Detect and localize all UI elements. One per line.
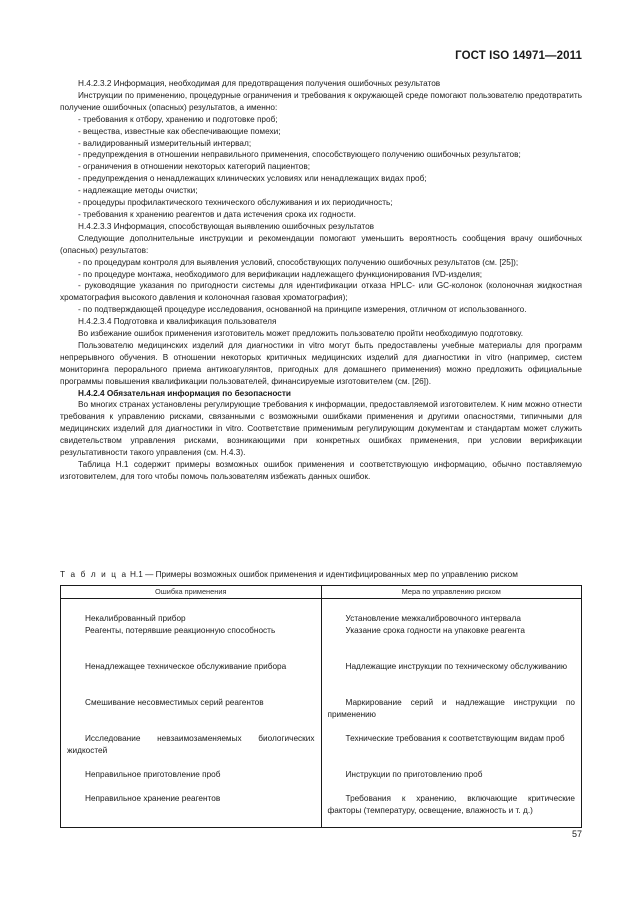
column-header-risk-control: Мера по управлению риском bbox=[321, 586, 582, 599]
table-cell: Неправильное приготовление проб bbox=[61, 769, 322, 793]
table-cell: Ненадлежащее техническое обслуживание прибора bbox=[61, 661, 322, 697]
paragraph: Следующие дополнительные инструкции и рекомендации помогают уменьшить вероятность сообщения врачу ошибочных (опасных) результатов: bbox=[60, 233, 582, 255]
table-row bbox=[61, 625, 582, 661]
list-item: - надлежащие методы очистки; bbox=[78, 186, 198, 196]
table-header-row bbox=[61, 586, 582, 599]
table-cell: Указание срока годности на упаковке реагента bbox=[321, 625, 582, 661]
list-item: - процедуры профилактического технического обслуживания и их периодичность; bbox=[78, 198, 393, 208]
list-item: - требования к хранению реагентов и дата истечения срока их годности. bbox=[78, 209, 356, 219]
section-heading-bold: Н.4.2.4 Обязательная информация по безопасности bbox=[78, 388, 291, 398]
list-item: - ограничения в отношении некоторых категорий пациентов; bbox=[78, 162, 310, 172]
list-item: - предупреждения в отношении неправильного применения, способствующего получению ошибочных результатов; bbox=[78, 150, 521, 160]
list-item: - требования к отбору, хранению и подготовке проб; bbox=[78, 114, 278, 124]
table-row bbox=[61, 733, 582, 769]
paragraph: Инструкции по применению, процедурные ограничения и требования к окружающей среде помогают пользователю предотвратить получение ошибочных (опасных) результатов, а именно: bbox=[60, 90, 582, 112]
page-number: 57 bbox=[571, 829, 582, 839]
table-caption bbox=[60, 569, 590, 581]
table-row bbox=[61, 599, 582, 625]
section-heading: Н.4.2.3.4 Подготовка и квалификация пользователя bbox=[78, 317, 277, 327]
list-item: - вещества, известные как обеспечивающие помехи; bbox=[78, 126, 281, 136]
table-cell: Технические требования к соответствующим видам проб bbox=[321, 733, 582, 769]
risk-table bbox=[60, 585, 582, 828]
paragraph: Во избежание ошибок применения изготовитель может предложить пользователю пройти необходимую подготовку. bbox=[78, 329, 524, 339]
paragraph: Пользователю медицинских изделий для диагностики in vitro могут быть предоставлены учебные материалы для программ непрерывного обучения. В отношении некоторых критичных медицинских изделий для диагностики in vitro (например, систем мониторинга перорального приема антикоагулянтов, пригодных для домашнего применения) можно предложить официальные программы повышения квалификации пользователей, финансируемые изготовителем (см. [26]). bbox=[60, 340, 582, 386]
table-cell: Требования к хранению, включающие критические факторы (температуру, освещение, влажность и т. д.) bbox=[321, 793, 582, 827]
table-row bbox=[61, 661, 582, 697]
list-item: - по процедуре монтажа, необходимого для верификации надлежащего функционирования IVD-изделия; bbox=[78, 269, 483, 279]
list-item: - валидированный измерительный интервал; bbox=[78, 138, 252, 148]
document-body bbox=[60, 78, 582, 483]
table-cell: Смешивание несовместимых серий реагентов bbox=[61, 697, 322, 733]
table-cell: Надлежащие инструкции по техническому обслуживанию bbox=[321, 661, 582, 697]
table-cell: Установление межкалибровочного интервала bbox=[321, 599, 582, 625]
list-item: - по подтверждающей процедуре исследования, основанной на принципе измерения, отличном от использованного. bbox=[78, 305, 527, 315]
table-cell: Исследование невзаимозаменяемых биологических жидкостей bbox=[61, 733, 322, 769]
table-cell: Неправильное хранение реагентов bbox=[61, 793, 322, 827]
document-header: ГОСТ ISO 14971—2011 bbox=[455, 50, 582, 62]
table-caption-text: Н.1 — Примеры возможных ошибок применения и идентифицированных мер по управлению риском bbox=[127, 570, 518, 579]
table-row bbox=[61, 769, 582, 793]
paragraph: Таблица Н.1 содержит примеры возможных ошибок применения и соответствующую информацию, обычно поставляемую изготовителем, для того чтобы помочь пользователям избежать данных ошибок. bbox=[60, 460, 582, 481]
section-heading: Н.4.2.3.2 Информация, необходимая для предотвращения получения ошибочных результатов bbox=[78, 79, 441, 88]
table-cell: Реагенты, потерявшие реакционную способность bbox=[61, 625, 322, 661]
column-header-use-error: Ошибка применения bbox=[61, 586, 322, 599]
paragraph: Во многих странах установлены регулирующие требования к информации, предоставляемой изготовителем. К ним можно отнести требования к управлению рисками, связанными с возможными ошибками применения и другими опасностями, типичными для медицинских изделий для диагностики in vitro. Соответствие применимым регулирующим документам и стандартам может служить свидетельством управления рисками, возникающими при конкретных ошибках применения, при условии верификации результативности такого управления (см. Н.4.3). bbox=[60, 400, 582, 458]
list-item: - руководящие указания по пригодности системы для идентификации отказа HPLC- или GC-колонок (колоночная жидкостная хроматография высокого давления и колоночная газовая хроматография); bbox=[60, 281, 582, 303]
table-cell: Некалиброванный прибор bbox=[61, 599, 322, 625]
table-cell: Маркирование серий и надлежащие инструкции по применению bbox=[321, 697, 582, 733]
table-cell: Инструкции по приготовлению проб bbox=[321, 769, 582, 793]
section-heading: Н.4.2.3.3 Информация, способствующая выявлению ошибочных результатов bbox=[78, 221, 375, 231]
list-item: - по процедурам контроля для выявления условий, способствующих получению ошибочных результатов (см. [25]); bbox=[78, 257, 519, 267]
table-row bbox=[61, 793, 582, 827]
table-caption-label: Т а б л и ц а bbox=[60, 570, 128, 579]
table-row bbox=[61, 697, 582, 733]
list-item: - предупреждения о ненадлежащих клинических условиях или ненадлежащих видах проб; bbox=[78, 174, 427, 184]
